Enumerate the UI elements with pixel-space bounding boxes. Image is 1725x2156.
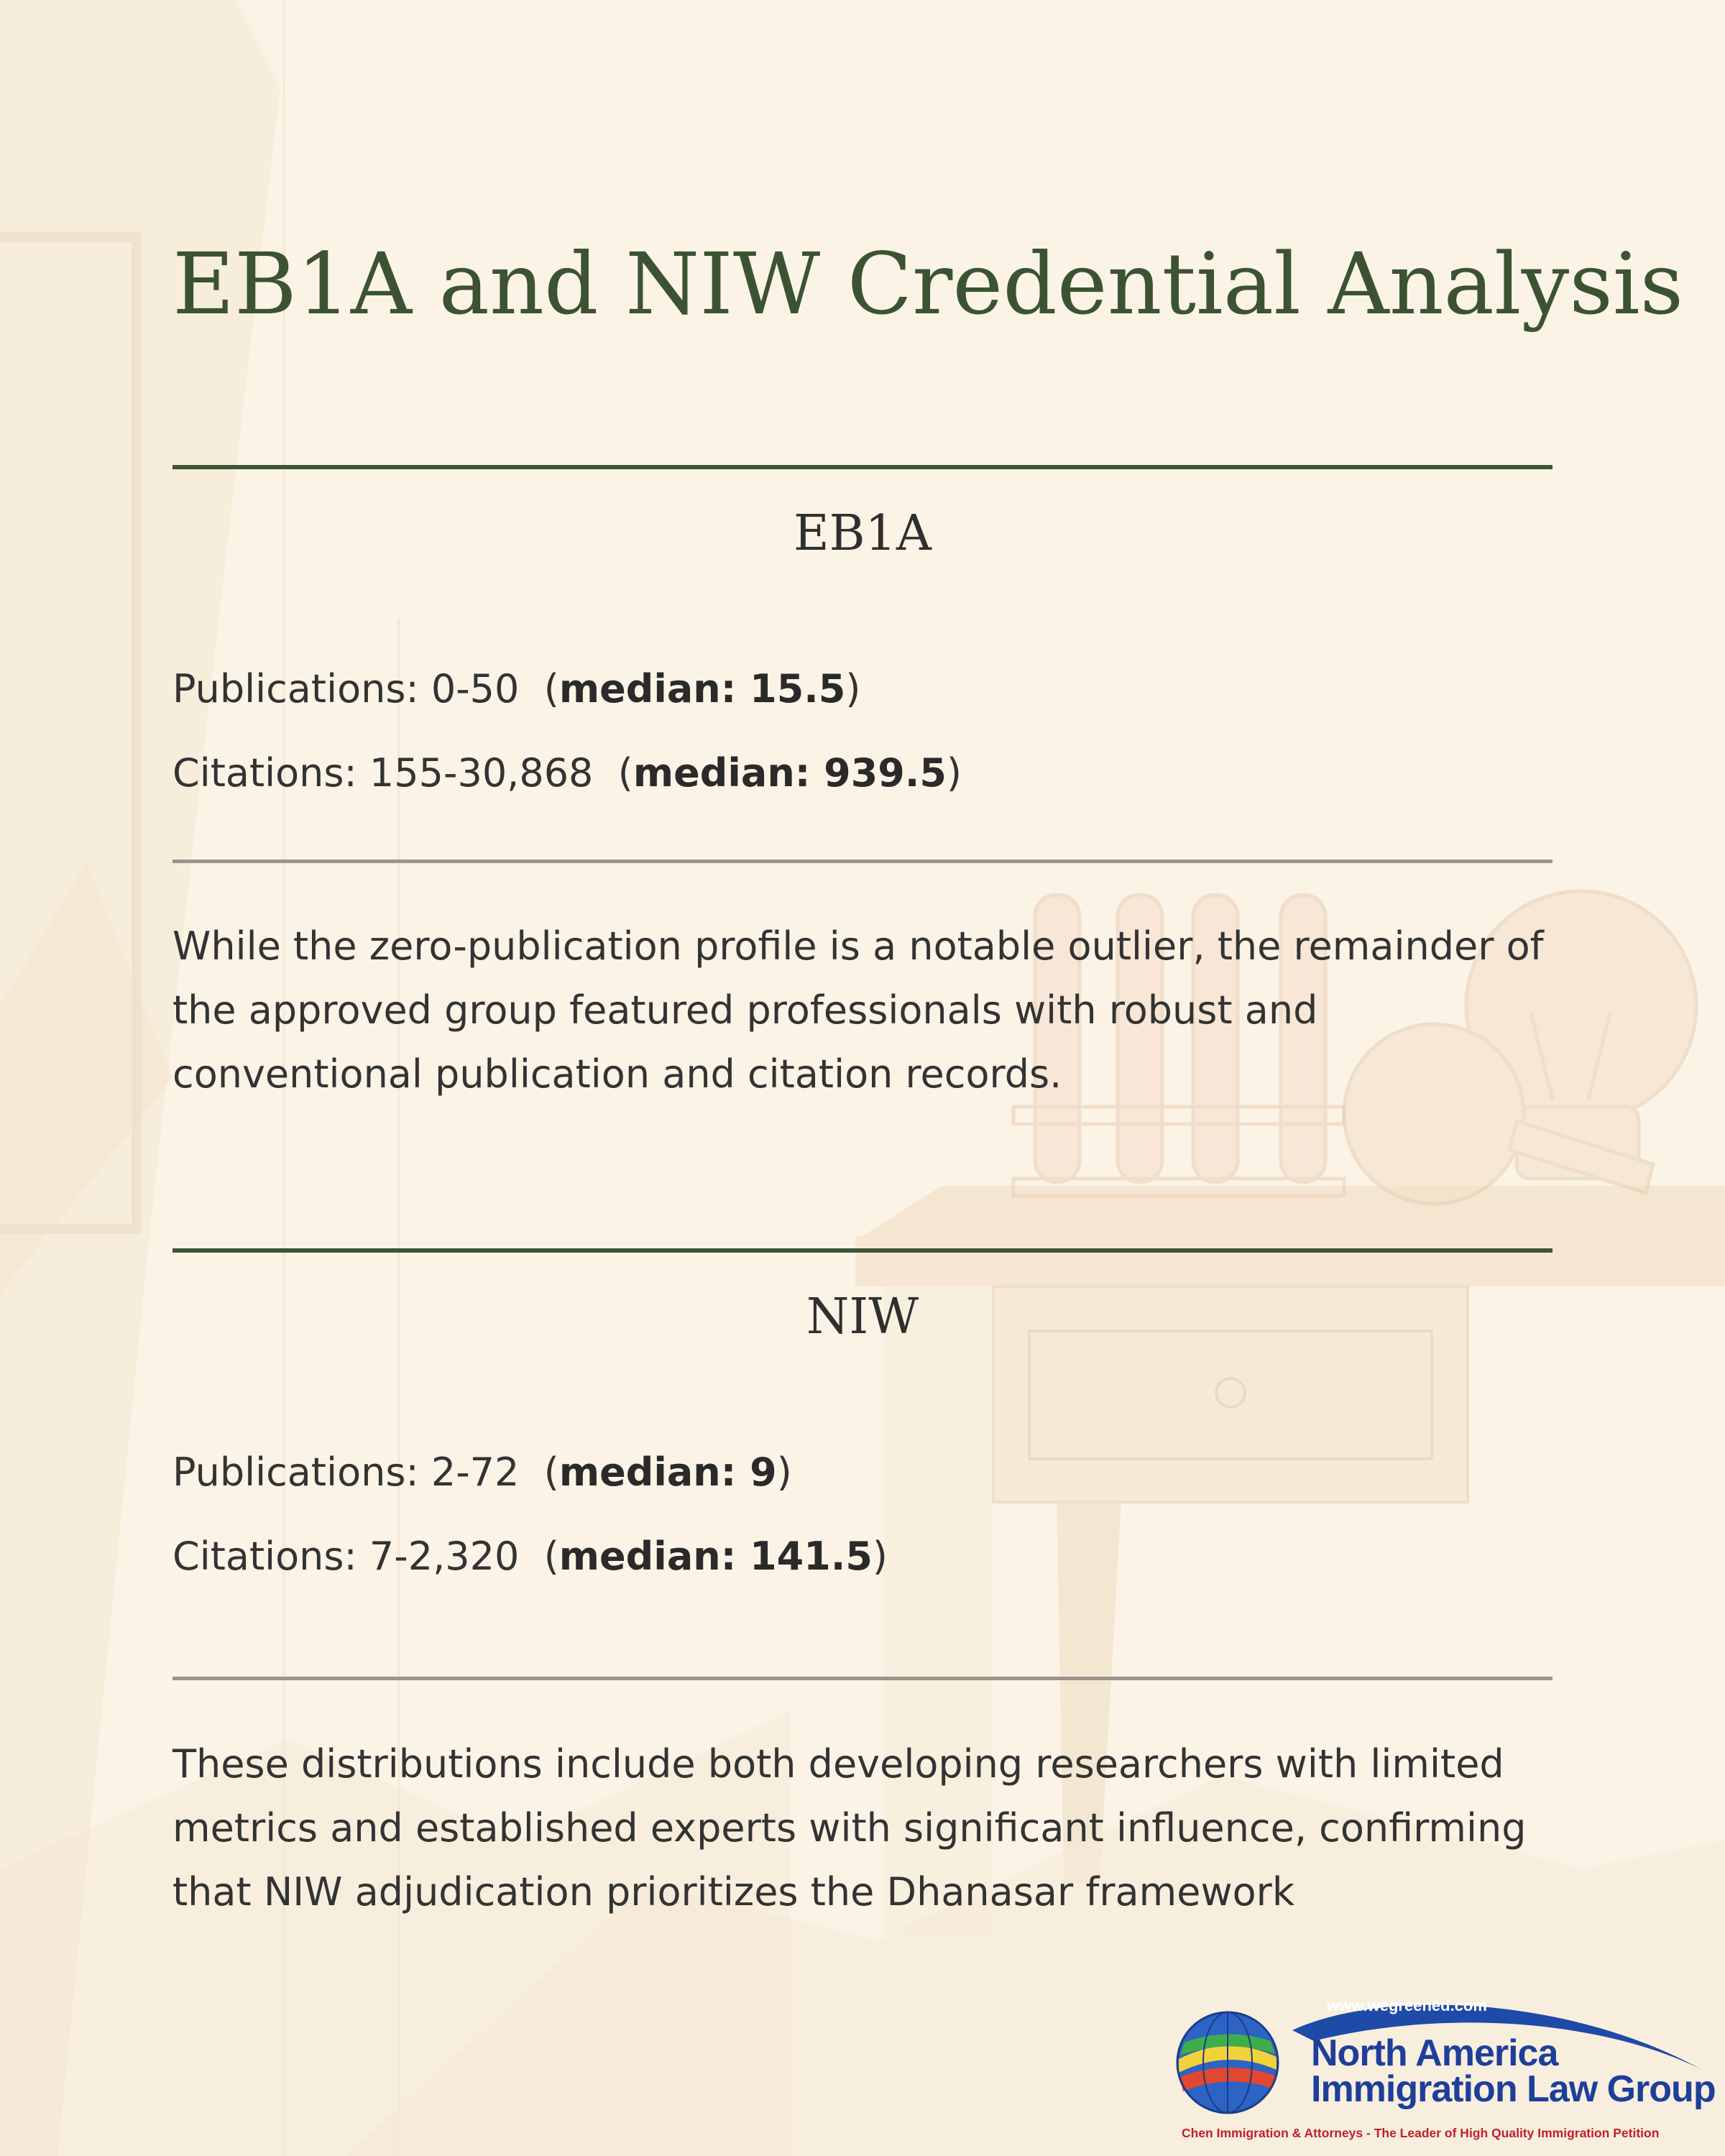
logo-name-line1: North America bbox=[1311, 2032, 1558, 2074]
eb1a-publications-label: Publications: 0-50 bbox=[172, 666, 520, 711]
paren-open: ( bbox=[543, 1450, 559, 1495]
logo-tagline: Chen Immigration & Attorneys - The Leader of High Quality Immigration Petition bbox=[1182, 2126, 1660, 2140]
section-divider bbox=[172, 465, 1552, 469]
paren-open: ( bbox=[543, 666, 559, 711]
niw-publications bbox=[172, 1447, 792, 1498]
section-divider bbox=[172, 1677, 1552, 1680]
section-divider bbox=[172, 860, 1552, 863]
eb1a-note: While the zero-publication profile is a notable outlier, the remainder of the approved group featured professionals with robust and conventional publication and citation records. bbox=[172, 923, 1544, 1097]
page-title: EB1A and NIW Credential Analysis bbox=[172, 234, 1684, 333]
globe-icon bbox=[1177, 2012, 1278, 2113]
niw-citations-median: median: 141.5 bbox=[558, 1534, 873, 1579]
niw-publications-median: median: 9 bbox=[558, 1450, 777, 1495]
paren-close: ) bbox=[872, 1534, 888, 1579]
niw-heading: NIW bbox=[806, 1289, 919, 1345]
paren-close: ) bbox=[946, 750, 962, 796]
eb1a-publications-median: median: 15.5 bbox=[558, 666, 846, 711]
logo-name-line2: Immigration Law Group bbox=[1311, 2068, 1716, 2110]
logo-name bbox=[1291, 2032, 1716, 2110]
paren-close: ) bbox=[776, 1450, 792, 1495]
paren-open: ( bbox=[617, 750, 633, 796]
paren-close: ) bbox=[845, 666, 861, 711]
law-group-logo bbox=[1170, 1991, 1716, 2150]
paren-open: ( bbox=[543, 1534, 559, 1579]
niw-publications-label: Publications: 2-72 bbox=[172, 1450, 520, 1495]
section-divider bbox=[172, 1248, 1552, 1253]
niw-citations bbox=[172, 1531, 888, 1583]
logo-url: www.wegreened.com bbox=[1327, 1996, 1487, 2014]
eb1a-heading: EB1A bbox=[794, 505, 932, 562]
eb1a-citations-median: median: 939.5 bbox=[632, 750, 947, 796]
eb1a-citations bbox=[172, 747, 962, 799]
eb1a-publications bbox=[172, 663, 860, 715]
niw-note: These distributions include both developing researchers with limited metrics and established experts with significant influence, confirming that NIW adjudication prioritizes the Dhanasar framework bbox=[172, 1741, 1527, 1915]
eb1a-citations-label: Citations: 155-30,868 bbox=[172, 750, 594, 796]
niw-citations-label: Citations: 7-2,320 bbox=[172, 1534, 520, 1579]
